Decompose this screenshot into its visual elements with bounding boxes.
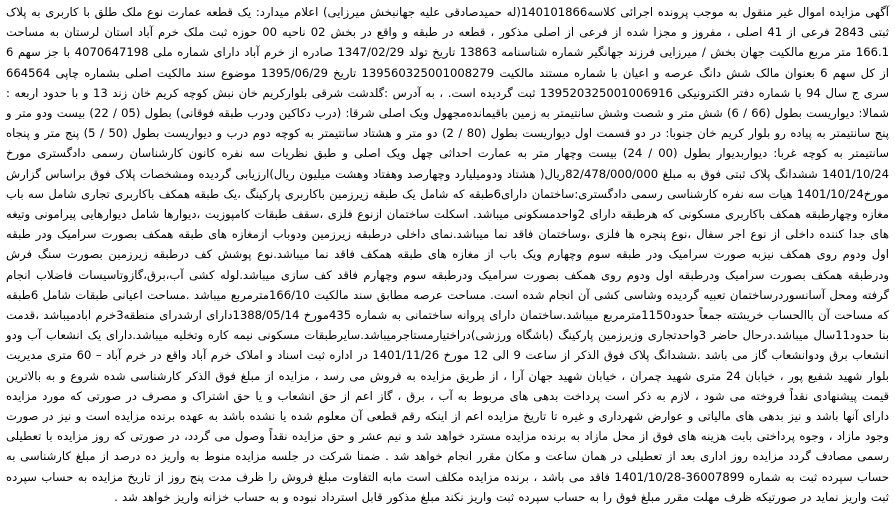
auction-notice-text: آگهی مزایده اموال غیر منقول به موجب پرونده اجرائی کلاسه140101866(له حمیدصادقی علیه جهانبخش میرزایی) اعلام میدارد: یک قطعه عمارت نوع ملک طلق با کاربری به پلاک ثبتی 2843 فرعی از 41 اصلی ، مفروز و مجزا شده از فرعی از اصلی مذکور ، قطعه در طبقه و واقع در بخش 02 ناحیه 00 حوزه ثبت ملک خرم آباد استان لرستان به مساحت 166.1 متر مربع مالکیت جهان بخش / میرزایی فرزند جهانگیر شماره شناسنامه 13863 تاریخ تولد 1347/02/29 صادره از خرم آباد دارای شماره ملی 4070647198 با جز سهم 6 از کل سهم 6 بعنوان مالک شش دانگ عرصه و اعیان با شماره مستند مالکیت 139560325001008279 تاریخ 1395/06/29 موضوع سند مالکیت اصلی بشماره چاپی 664564 سری ج سال 94 با شماره دفتر الکترونیکی 139520325001006916 ثبت گردیده است. ، به آدرس :گلدشت شرقی بلوارکریم خان نبش کوچه کریم خان زند 13 و با حدود اربعه : شمالا: دیواریست بطول (66 / 6) شش متر و شصت وشش سانتیمتر به زمین باقیمانده‌مجهول ویک اصلی شرقا: (درب دکاکین ودرب طبقه فوقانی) بطول (05 / 22) بیست ودو متر و پنج سانتیمتر به پیاده رو بلوار کریم خان جنوبا: در دو قسمت اول دیواریست بطول (80 / 2) دو متر و هشتاد سانتیمتر به کوچه دوم درب و دیواریست بطول (50 / 5) پنج متر و پنجاه سانتیمتر به کوچه غربا: دیواربدیوار بطول (00 / 24) بیست وچهار متر به عمارت احداثی چهل ویک اصلی و طبق نظریات سه نفره کانون کارشناسان رسمی دادگستری مورخ 1401/10/24 ششدانگ پلاک ثبتی فوق به مبلغ 82/478/000/000ریال( هشتاد ودومیلیارد وچهارصد وهفتاد وهشت میلیون ریال)ارزیابی گردیده ومشخصات پلاک فوق براساس گزارش مورخ1401/10/24 هیات سه نفره کارشناسی رسمی دادگستری:ساختمان دارای6طبقه که شامل یک طبقه زیرزمین باکاربری پارکینگ ،یک طبقه همکف باکاربری تجاری شامل سه باب مغازه وچهارطبقه همکف باکاربری مسکونی که هرطبقه دارای 2واحدمسکونی میباشد. اسکلت ساختمان ازنوع فلزی ،سقف طبقات کامپوزیت ،دیوارها شامل دیوارهایی پیرامونی وتیغه های جدا کننده داخلی از نوع اجر سفال ،نوع پنجره ها فلزی ،وساختمان فاقد نما میباشد.نمای داخلی درطبقه زیرزمین ودوباب ازمغازه های طبقه همکف بصورت سرامیک ودر طبقه اول ودوم روی همکف نیزبه صورت سرامیک ودر طبقه سوم وچهارم ویک باب از مغازه های طبقه همکف فاقد نما میباشد.نوع پوشش کف درطبقه زیرزمین بصورت سنگ فرش ودرطبقه همکف بصورت سرامیک ودرطبقه اول ودوم روی همکف بصورت سرامیک ودرطبقه سوم وچهارم فاقد کف سازی میباشد.لوله کشی آب،برق،گازوتاسیسات فاضلاب انجام گرفته ومحل آسانسوردرساختمان تعبیه گردیده وشاسی کشی آن انجام شده است. مساحت عرصه مطابق سند مالکیت 166/10مترمربع میباشد .مساحت اعیانی طبقات شامل 6طبقه که مساحت آن باالحساب خریشته جمعاً حدود1150مترمربع میباشد.ساختمان دارای پروانه ساختمانی به شماره 435مورخ 1388/05/14دارای ارشدرای منطقه3خرم ابادمیباشد ،قدمت بنا حدود11سال میباشد.درحال حاضر 3واحدتجاری وزیرزمین پارکینگ (باشگاه ورزشی)دراختیارمستاجرمیباشد.سایرطبقات مسکونی نیمه کاره وتخلیه میباشد.دارای یک انشعاب آب ودو انشعاب برق ودوانشعاب گاز می باشد .ششدانگ پلاک فوق الذکر از ساعت 9 الی 12 مورخ 1401/11/26 در اداره ثبت اسناد و املاک خرم آباد واقع در خرم آباد – 60 متری مدیریت بلوار شهید شفیع پور ، خیابان 24 متری شهید چمران ، خیابان شهید جهان آرا ، از طریق مزایده به فروش می رسد ، مزایده از مبلغ فوق الذکر کارشناسی شده شروع و به بالاترین قیمت پیشنهادی نقداً فروخته می شود ، لازم به ذکر است پرداخت بدهی های مربوط به آب ، برق ، گاز اعم از حق انشعاب و یا حق اشتراک و مصرف در صورتی که مورد مزایده دارای آنها باشد و نیز بدهی های مالیاتی و عوارض شهرداری و غیره تا تاریخ مزایده اعم از اینکه رقم قطعی آن معلوم شده یا نشده باشد به عهده برنده مزایده است و نیز در صورت وجود مازاد ، وجوه پرداختی بابت هزینه های فوق از محل مازاد به برنده مزایده مسترد خواهد شد و نیم عشر و حق مزایده نقداً وصول می گردد، در صورتی که روز مزایده با تعطیلی رسمی مصادف گردد مزایده روز اداری بعد از تعطیلی در همان ساعت و مکان مقرر انجام خواهد شد . ضمنا شرکت در جلسه مزایده منوط به واریز ده درصد از مبلغ کارشناسی به حساب سپرده ثبت به شماره 36007899-1401/10/28 فاقد می باشد ، برنده مزایده مکلف است مابه التفاوت مبلغ فروش را ظرف مدت پنج روز از تاریخ مزایده به حساب سپرده ثبت واریز نماید در صورتیکه ظرف مهلت مقرر مبلغ فوق را به حساب سپرده ثبت واریز نکند مبلغ مذکور قابل استرداد نبوده و به حساب خزانه واریز خواهد شد . xyxy=(6,5,890,504)
